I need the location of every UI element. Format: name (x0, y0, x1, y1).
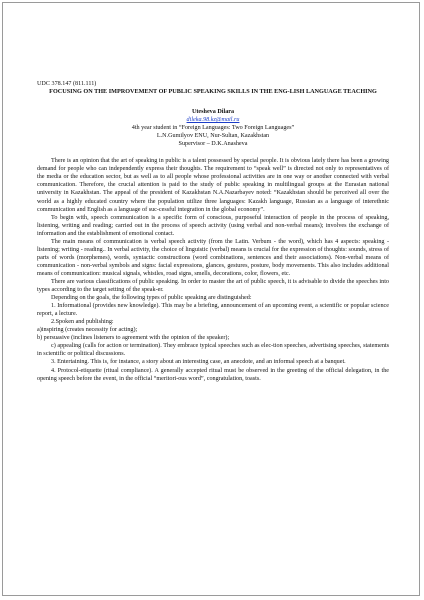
body-paragraph-1: There is an opinion that the art of speaking in public is a talent possessed by special people. It is obvious lately there has been a growing demand for people who can independently express their thoughts. The requirement to “speak well” is directed not only to representatives of the media or the education sector, but as well as to all people whose professional activities are in one way or another connected with verbal communication. Therefore, the crucial attention is paid to the study of public speaking in multilingual groups at the Eurasian national university in Kazakhstan. The appeal of the president of Kazakhstan N.A.Nazarbayev noted: “Kazakhstan should be perceived all over the world as a highly educated country where the population utilize three languages: Kazakh language, Russian as a language of interethnic communication and English as a language of suc-cessful integration in the global economy”. (37, 158, 389, 213)
body-paragraph-2: To begin with, speech communication is a specific form of conscious, purposeful interaction of people in the process of speaking, listening, writing and reading; carried out in the process of speech activity (using verbal and non-verbal means); involves the exchange of information and the establishment of emotional contact. (37, 214, 389, 237)
author-affiliation: 4th year student in “Foreign Languages: Two Foreign Languages” (131, 125, 295, 132)
author-email-link[interactable]: dileka.98.kz@mail.ru (186, 117, 240, 124)
paper-title: FOCUSING ON THE IMPROVEMENT OF PUBLIC SPEAKING SKILLS IN THE ENG-LISH LANGUAGE TEACHING (49, 88, 377, 96)
university-line: L.N.Gumilyov ENU, Nur-Sultan, Kazakhstan (156, 133, 270, 140)
udc-code: UDC 378.147 (811.111) (37, 81, 97, 87)
list-item-spoken: 2.Spoken and publishing: (51, 319, 114, 326)
list-item-entertaining: 3. Entertaining. This is, for instance, a story about an interesting case, an anecdote, and an informal speech at a banquet. (51, 359, 346, 366)
list-subitem-appealing: c) appealing (calls for action or termination). They embrace typical speeches such as elec-tion speeches, advertising speeches, statements in scientific or political discussions. (37, 343, 389, 358)
author-name: Utesheva Dilara (191, 109, 235, 116)
body-paragraph-3: The main means of communication is verbal speech activity (from the Latin. Verbum - the word), which has 4 aspects: speaking - listening; writing - reading.. In verbal activity, the choice of linguistic (verbal) means is crucial for the expression of thoughts: sounds, stress of parts of words (morphemes), words, syntactic constructions (word combinations, sentences and their associations). Non-verbal means of communication - non-verbal symbols and signs: facial expressions, glances, gestures, posture, body movements. This also includes additional means of communication: musical signals, whistles, road signs, smells, decorations, color, flowers, etc. (37, 238, 389, 277)
body-paragraph-4: There are various classifications of public speaking. In order to master the art of public speech, it is advisable to divide the speeches into types according to the target setting of the speak-er. (37, 278, 389, 294)
list-item-informational: 1. Informational (provides new knowledge). This may be a briefing, announcement of an upcoming event, a scientific or popular science report, a lecture. (37, 303, 389, 318)
list-subitem-inspiring: a)inspiring (creates necessity for acting); (37, 327, 138, 334)
supervisor-line: Supervisor – D.K.Anasheva (178, 141, 248, 148)
paper-page (37, 80, 389, 383)
list-subitem-persuasive: b) persuasive (inclines listeners to agreement with the opinion of the speaker); (37, 335, 230, 342)
body-paragraph-5: Depending on the goals, the following types of public speaking are distinguished: (51, 295, 252, 302)
list-item-protocol: 4. Protocol-etiquette (ritual compliance). A generally accepted ritual must be observed in the greeting of the official delegation, in the opening speech before the event, in the official “meritori-ous word”, congratulation, toasts. (37, 367, 389, 382)
